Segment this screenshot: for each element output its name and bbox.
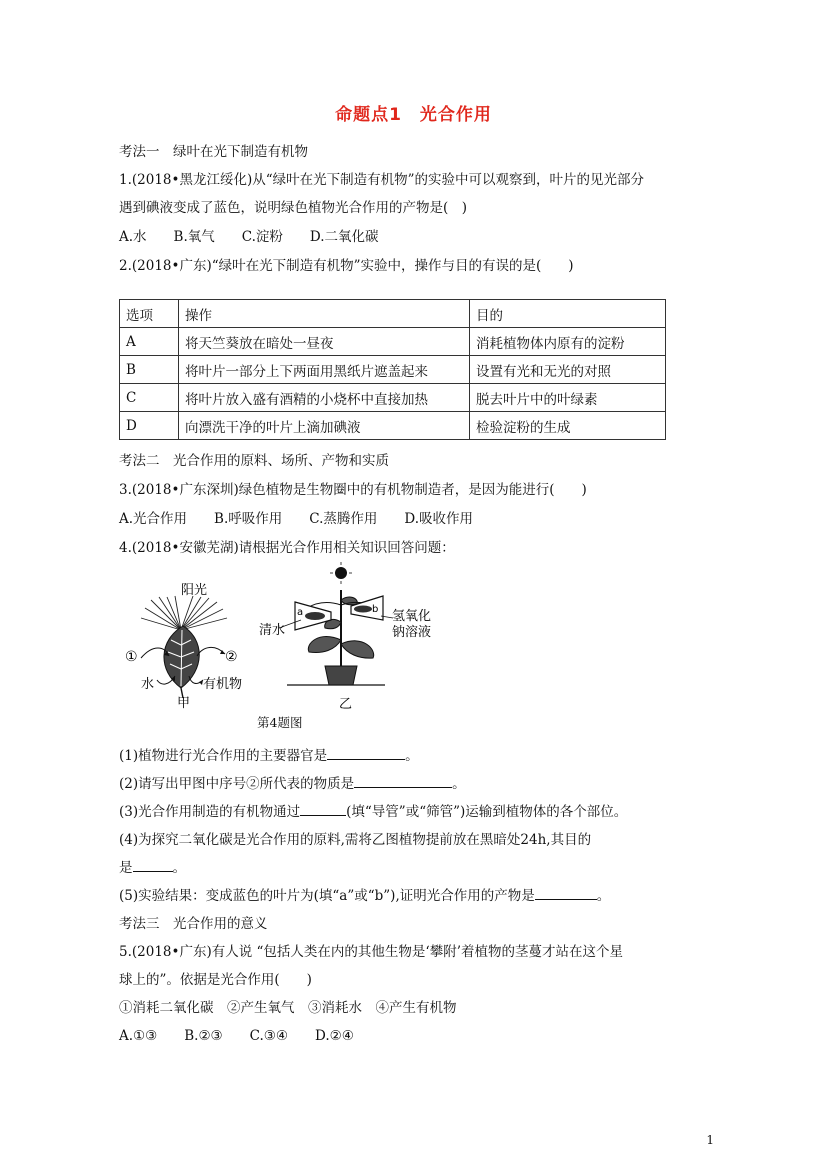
table-cell: 将叶片放入盛有酒精的小烧杯中直接加热	[179, 384, 470, 412]
sun-rays-icon	[141, 596, 227, 630]
table-header-cell: 操作	[179, 300, 470, 328]
q5-items: ①消耗二氧化碳 ②产生氧气 ③消耗水 ④产生有机物	[119, 1000, 457, 1016]
table-cell: 将叶片一部分上下两面用黑纸片遮盖起来	[179, 356, 470, 384]
q4-sub5-text: (5)实验结果：变成蓝色的叶片为(填“a”或“b”),证明光合作用的产物是	[119, 888, 535, 904]
table-row	[120, 356, 666, 384]
section-heading-2: 考法二 光合作用的原料、场所、产物和实质	[119, 453, 389, 469]
answer-blank-5[interactable]	[535, 887, 597, 900]
q4-sub3-text: (3)光合作用制造的有机物通过	[119, 804, 301, 820]
table-row	[120, 384, 666, 412]
lower-leaf-left	[308, 637, 341, 653]
table-cell: 消耗植物体内原有的淀粉	[470, 328, 666, 356]
q5-line1: 5.(2018•广东)有人说 “包括人类在内的其他生物是‘攀附’着植物的茎蔓才站在这个星	[119, 944, 624, 960]
section-heading-1: 考法一 绿叶在光下制造有机物	[119, 144, 308, 160]
naoh-label-2: 钠溶液	[392, 625, 432, 640]
q4-sub5-end: 。	[596, 888, 611, 904]
q4-sub2	[119, 772, 466, 792]
q4-sub2-end: 。	[452, 776, 466, 792]
table-cell: A	[120, 328, 179, 356]
water-solution-label: 清水	[259, 623, 286, 638]
q4-sub4-line1: (4)为探究二氧化碳是光合作用的原料,需将乙图植物提前放在黑暗处24h,其目的	[119, 832, 592, 848]
sun-label: 阳光	[181, 583, 208, 598]
organic-label: 有机物	[203, 677, 243, 692]
table-header-cell: 选项	[120, 300, 179, 328]
answer-blank-2[interactable]	[354, 775, 452, 788]
table-cell: 设置有光和无光的对照	[470, 356, 666, 384]
q5-line2: 球上的”。依据是光合作用( )	[119, 972, 312, 988]
q3-options: A.光合作用 B.呼吸作用 C.蒸腾作用 D.吸收作用	[119, 511, 474, 527]
mark-2: ②	[225, 649, 238, 665]
leaf-b-label: b	[372, 604, 379, 615]
q1-line1: 1.(2018•黑龙江绥化)从“绿叶在光下制造有机物”的实验中可以观察到，叶片的见光部分	[119, 172, 645, 188]
table-cell: 检验淀粉的生成	[470, 412, 666, 440]
table-row	[120, 328, 666, 356]
table-header-row	[120, 300, 666, 328]
section-heading-3: 考法三 光合作用的意义	[119, 916, 268, 932]
flower-pot	[325, 666, 357, 685]
table-cell: 向漂洗干净的叶片上滴加碘液	[179, 412, 470, 440]
water-label: 水	[141, 677, 155, 692]
diagram-yi	[259, 562, 431, 712]
answer-blank-4[interactable]	[133, 859, 173, 872]
q4-figure	[119, 560, 449, 735]
yi-label: 乙	[339, 697, 353, 712]
page-number: 1	[706, 1133, 714, 1147]
leaf-a-label: a	[297, 607, 304, 618]
sun-icon	[335, 567, 347, 579]
answer-blank-3[interactable]	[300, 803, 346, 816]
q1-options: A.水 B.氧气 C.淀粉 D.二氧化碳	[119, 229, 379, 245]
q4-sub1-text: (1)植物进行光合作用的主要器官是	[119, 748, 328, 764]
q4-stem: 4.(2018•安徽芜湖)请根据光合作用相关知识回答问题：	[119, 540, 455, 556]
table-row	[120, 412, 666, 440]
q4-sub4-end: 。	[172, 860, 186, 876]
q4-sub3-end: (填“导管”或“筛管”)运输到植物体的各个部位。	[346, 804, 628, 820]
table-header-cell: 目的	[470, 300, 666, 328]
q5-options: A.①③ B.②③ C.③④ D.②④	[119, 1028, 354, 1044]
q4-sub5	[119, 884, 610, 904]
q1-line2: 遇到碘液变成了蓝色，说明绿色植物光合作用的产物是( )	[119, 200, 468, 216]
jia-label: 甲	[177, 696, 191, 711]
q3-stem: 3.(2018•广东深圳)绿色植物是生物圈中的有机物制造者，是因为能进行( )	[119, 482, 587, 498]
mark-1: ①	[125, 649, 138, 665]
q4-sub1	[119, 744, 419, 764]
arrow-out-icon	[197, 647, 225, 656]
figure-caption: 第4题图	[257, 715, 303, 730]
table-cell: 将天竺葵放在暗处一昼夜	[179, 328, 470, 356]
table-cell: D	[120, 412, 179, 440]
table-cell: B	[120, 356, 179, 384]
diagram-jia	[125, 582, 242, 711]
page-title: 命题点1 光合作用	[335, 105, 492, 125]
table-cell: C	[120, 384, 179, 412]
q4-sub4-text: 是	[119, 860, 133, 876]
q2-stem: 2.(2018•广东)“绿叶在光下制造有机物”实验中，操作与目的有误的是( )	[119, 258, 574, 274]
answer-blank-1[interactable]	[327, 747, 405, 760]
q2-table	[119, 299, 666, 440]
table-cell: 脱去叶片中的叶绿素	[470, 384, 666, 412]
q4-sub4-line2	[119, 856, 186, 876]
naoh-label-1: 氢氧化	[392, 609, 432, 624]
q4-sub3	[119, 800, 627, 820]
q4-sub2-text: (2)请写出甲图中序号②所代表的物质是	[119, 776, 355, 792]
lower-leaf-right	[341, 641, 374, 658]
q4-sub1-end: 。	[405, 748, 419, 764]
